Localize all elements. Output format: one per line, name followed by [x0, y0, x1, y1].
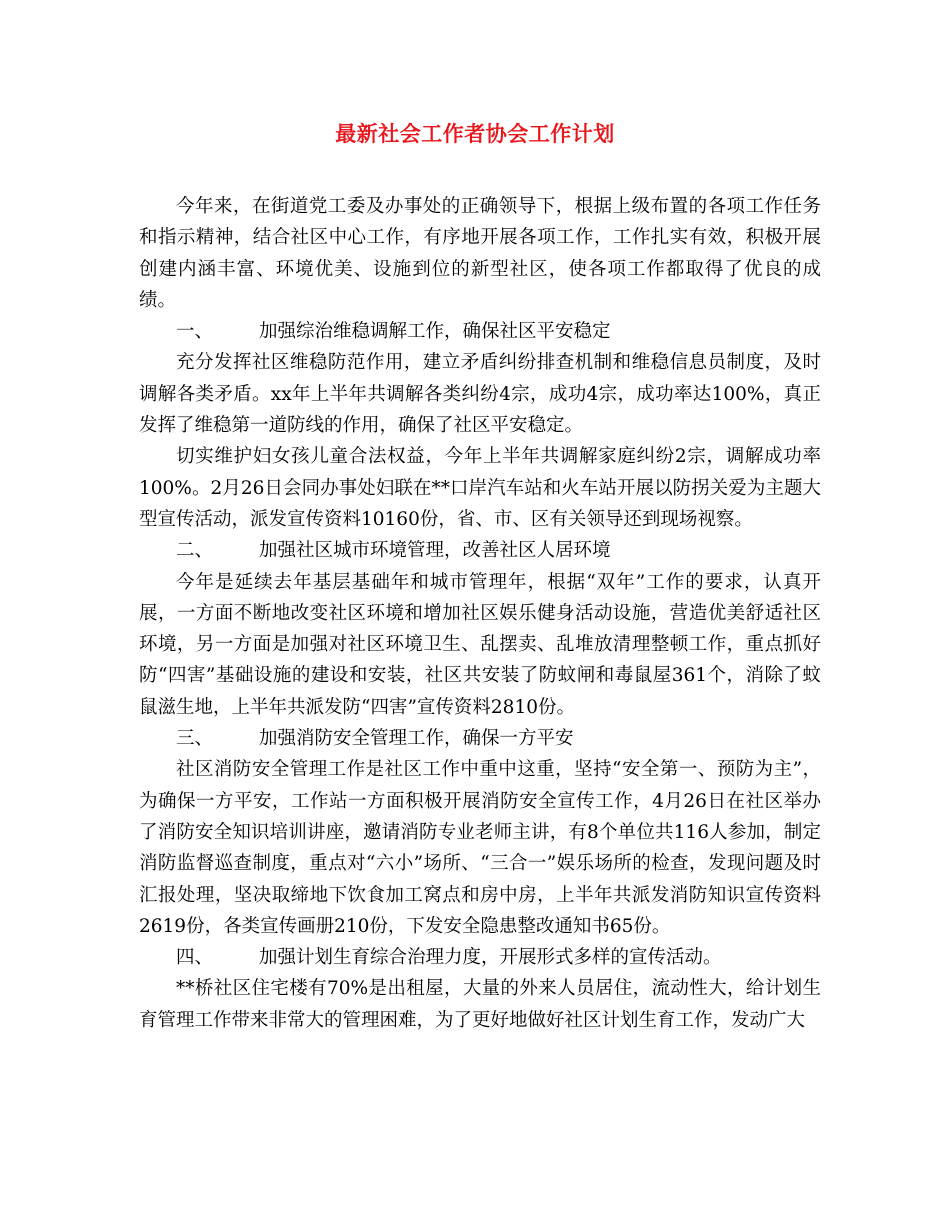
document-body — [139, 191, 821, 1036]
section-heading-2 — [139, 535, 821, 566]
section-number: 一、 — [176, 321, 214, 343]
section-number: 三、 — [176, 728, 214, 750]
section-heading-3 — [139, 723, 821, 754]
section-number: 四、 — [176, 947, 214, 969]
section-2-paragraph-1: 今年是延续去年基层基础年和城市管理年，根据“双年”工作的要求，认真开展，一方面不断地改变社区环境和增加社区娱乐健身活动设施，营造优美舒适社区环境，另一方面是加强对社区环境卫生、乱摆卖、乱堆放清理整顿工作，重点抓好防“四害”基础设施的建设和安装，社区共安装了防蚊闸和毒鼠屋361个，消除了蚊鼠滋生地，上半年共派发防“四害”宣传资料2810份。 — [139, 571, 821, 718]
section-1-paragraph-1: 充分发挥社区维稳防范作用，建立矛盾纠纷排查机制和维稳信息员制度，及时调解各类矛盾。xx年上半年共调解各类纠纷4宗，成功4宗，成功率达100%，真正发挥了维稳第一道防线的作用，确保了社区平安稳定。 — [139, 352, 821, 437]
section-heading-text: 加强消防安全管理工作，确保一方平安 — [259, 728, 574, 750]
section-4-paragraph-1: **桥社区住宅楼有70%是出租屋，大量的外来人员居住，流动性大，给计划生育管理工作带来非常大的管理困难，为了更好地做好社区计划生育工作，发动广大 — [139, 978, 821, 1031]
document-title: 最新社会工作者协会工作计划 — [335, 121, 615, 146]
section-3-paragraph-1: 社区消防安全管理工作是社区工作中重中这重，坚持“安全第一、预防为主”，为确保一方平安，工作站一方面积极开展消防安全宣传工作，4月26日在社区举办了消防安全知识培训讲座，邀请消防专业老师主讲，有8个单位共116人参加，制定消防监督巡查制度，重点对“六小”场所、“三合一”娱乐场所的检查，发现问题及时汇报处理，坚决取缔地下饮食加工窝点和房中房，上半年共派发消防知识宣传资料2619份，各类宣传画册210份，下发安全隐患整改通知书65份。 — [139, 759, 821, 937]
section-1-paragraph-2: 切实维护妇女孩儿童合法权益，今年上半年共调解家庭纠纷2宗，调解成功率100%。2月26日会同办事处妇联在**口岸汽车站和火车站开展以防拐关爱为主题大型宣传活动，派发宣传资料10160份，省、市、区有关领导还到现场视察。 — [139, 446, 821, 530]
section-heading-1 — [139, 316, 821, 347]
section-heading-text: 加强社区城市环境管理，改善社区人居环境 — [259, 540, 611, 562]
intro-paragraph: 今年来，在街道党工委及办事处的正确领导下，根据上级布置的各项工作任务和指示精神，结合社区中心工作，有序地开展各项工作，工作扎实有效，积极开展创建内涵丰富、环境优美、设施到位的新型社区，使各项工作都取得了优良的成绩。 — [139, 196, 821, 311]
section-heading-text: 加强计划生育综合治理力度，开展形式多样的宣传活动。 — [259, 947, 722, 969]
section-heading-4 — [139, 942, 821, 973]
section-heading-text: 加强综治维稳调解工作，确保社区平安稳定 — [259, 321, 611, 343]
section-number: 二、 — [176, 540, 214, 562]
